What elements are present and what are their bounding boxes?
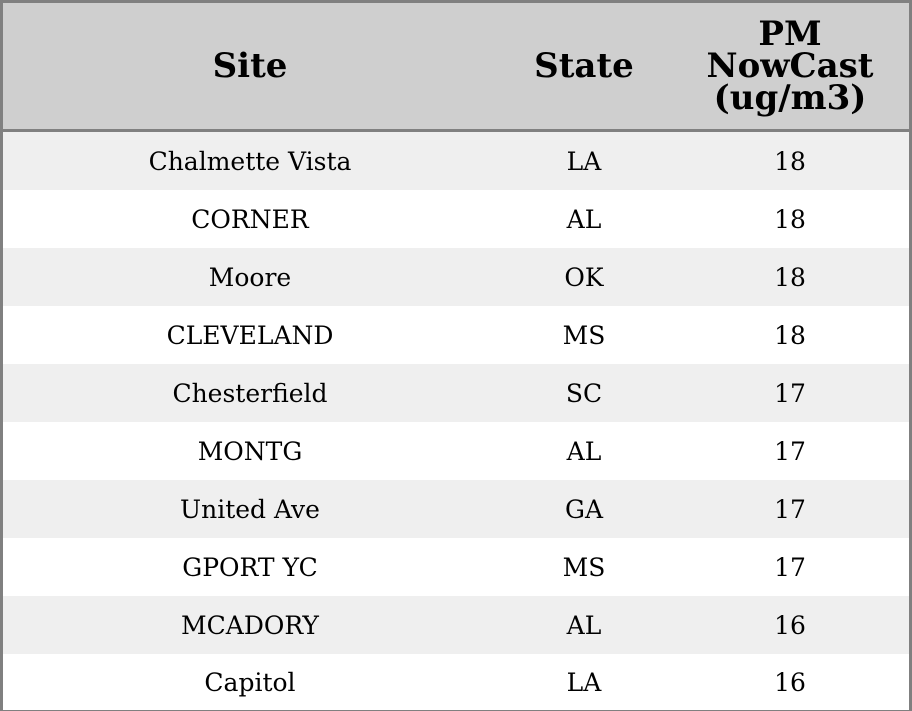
pm-nowcast-table — [3, 3, 909, 710]
header-pm-nowcast — [671, 3, 909, 131]
cell-pm: 18 — [671, 131, 909, 191]
cell-site: MCADORY — [3, 596, 497, 654]
cell-state: LA — [497, 131, 671, 191]
header-state — [497, 3, 671, 131]
table-row — [3, 480, 909, 538]
cell-pm: 17 — [671, 538, 909, 596]
table-row — [3, 538, 909, 596]
cell-site: CORNER — [3, 190, 497, 248]
cell-state: LA — [497, 654, 671, 710]
cell-state: SC — [497, 364, 671, 422]
header-pm-line-2: NowCast — [706, 46, 874, 86]
cell-state: MS — [497, 538, 671, 596]
cell-pm: 17 — [671, 364, 909, 422]
cell-state: AL — [497, 596, 671, 654]
table-row — [3, 422, 909, 480]
cell-pm: 18 — [671, 190, 909, 248]
table-row — [3, 248, 909, 306]
cell-state: AL — [497, 190, 671, 248]
header-site-label: Site — [212, 46, 288, 86]
table-row — [3, 306, 909, 364]
cell-pm: 16 — [671, 654, 909, 710]
table-row — [3, 131, 909, 191]
cell-site: CLEVELAND — [3, 306, 497, 364]
cell-state: GA — [497, 480, 671, 538]
cell-state: AL — [497, 422, 671, 480]
cell-pm: 16 — [671, 596, 909, 654]
table-row — [3, 364, 909, 422]
cell-site: United Ave — [3, 480, 497, 538]
cell-pm: 18 — [671, 248, 909, 306]
cell-site: MONTG — [3, 422, 497, 480]
header-pm-line-1: PM — [758, 14, 822, 54]
table-row — [3, 596, 909, 654]
cell-pm: 17 — [671, 480, 909, 538]
cell-site: Chalmette Vista — [3, 131, 497, 191]
cell-state: MS — [497, 306, 671, 364]
table-row — [3, 190, 909, 248]
header-site — [3, 3, 497, 131]
header-state-label: State — [534, 46, 634, 86]
cell-site: Capitol — [3, 654, 497, 710]
table-header-row — [3, 3, 909, 131]
header-pm-line-3: (ug/m3) — [713, 78, 867, 118]
cell-pm: 18 — [671, 306, 909, 364]
table-row — [3, 654, 909, 710]
cell-site: GPORT YC — [3, 538, 497, 596]
cell-site: Moore — [3, 248, 497, 306]
cell-state: OK — [497, 248, 671, 306]
cell-site: Chesterfield — [3, 364, 497, 422]
table-body — [3, 131, 909, 711]
cell-pm: 17 — [671, 422, 909, 480]
